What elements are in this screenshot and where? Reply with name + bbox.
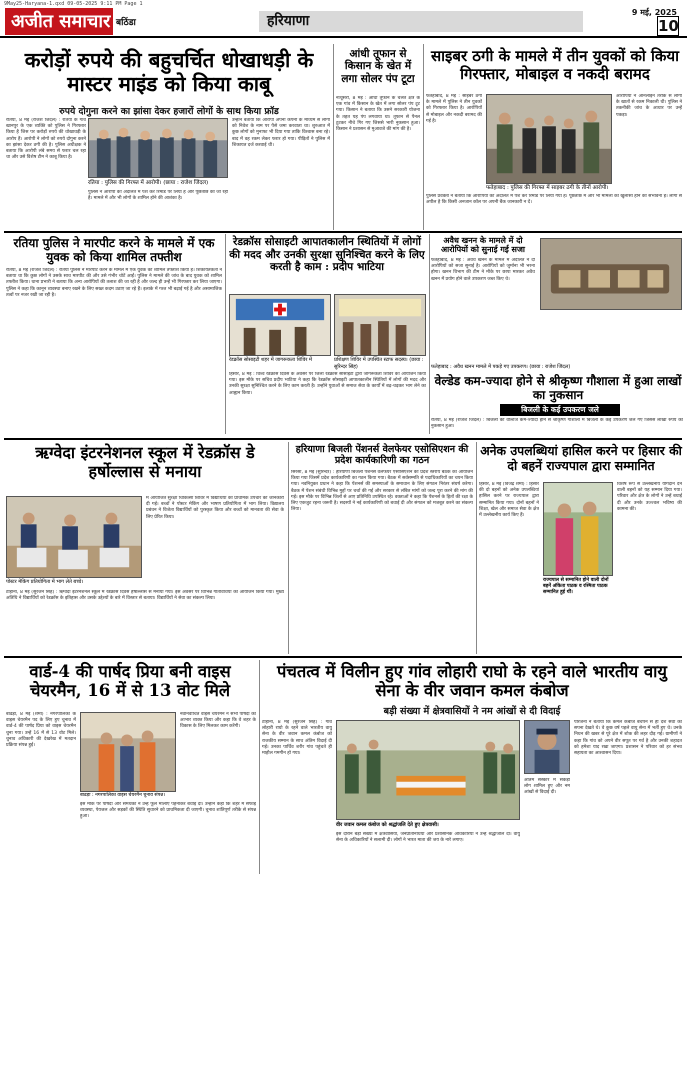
story-12-photo xyxy=(336,720,520,820)
story-6-photo xyxy=(540,238,682,310)
story-10-body-right xyxy=(617,482,682,652)
police-group-photo-icon xyxy=(89,119,227,177)
students-poster-photo-icon xyxy=(7,497,141,577)
story-11-body-2 xyxy=(180,712,256,792)
story-1-body-left xyxy=(6,118,86,226)
story-7-deck: बिजली के कई उपकरण जले xyxy=(500,404,620,416)
funeral-tribute-photo-icon xyxy=(337,721,519,819)
issue-date: 9 मई, 2025 xyxy=(631,8,677,17)
seized-equipment-photo-icon xyxy=(541,239,681,309)
vice-chairman-photo-icon xyxy=(81,713,175,791)
redcross-banner-photo-icon xyxy=(230,295,330,355)
story-12-caption: वीर जवान कमल कंबोज को श्रद्धांजलि देते हुए क्षेत्रवासी। xyxy=(336,822,520,829)
story-3-body-left xyxy=(426,94,482,184)
story-5-headline: रेडक्रॉस सोसाइटी आपातकालीन स्थितियों में लोगों की मदद और उनकी सुरक्षा सुनिश्चित करने के लिए करती है काम : प्रदीप भाटिया xyxy=(229,236,425,273)
section-title: हरियाणा xyxy=(259,11,583,32)
arrest-photo-icon xyxy=(487,95,611,183)
story-2-headline: आंधी तूफान से किसान के खेत में लगा सोलर पंप टूटा xyxy=(341,48,415,85)
story-8-body-right xyxy=(146,496,284,584)
story-3-headline: साइबर ठगी के मामले में तीन युवकों को किया गिरफ्तार, मोबाइल व नकदी बरामद xyxy=(431,47,679,83)
soldier-portrait-icon xyxy=(525,721,569,773)
story-1-headline: करोड़ों रुपये की बहुचर्चित धोखाधड़ी के मास्टर माइंड को किया काबू xyxy=(24,48,314,97)
story-3-body-bottom xyxy=(426,194,682,228)
story-4-headline: रतिया पुलिस ने मारपीट करने के मामले में एक युवक को किया शामिल तफ्तीश xyxy=(13,236,215,265)
newspaper-logo: अजीत समाचार xyxy=(5,8,113,35)
story-9-body xyxy=(291,470,473,652)
story-2-body xyxy=(336,96,420,228)
masthead xyxy=(0,6,687,38)
story-12-body-1 xyxy=(262,720,332,872)
story-8-body-bottom xyxy=(6,590,284,650)
training-camp-photo-icon xyxy=(335,295,425,355)
story-11-body-1 xyxy=(6,712,76,872)
story-11-caption: बाढड़ा : नगरपालिका वाइस चेयरमैन चुनाव संपन्न। xyxy=(80,793,256,799)
story-4-body xyxy=(6,268,222,434)
story-11-photo xyxy=(80,712,176,792)
story-7-body xyxy=(431,418,683,436)
story-12-headline: पंचतत्व में विलीन हुए गांव लोहारी राघो के रहने वाले भारतीय वायु सेना के वीर जवान कमल कंबोज xyxy=(277,662,667,701)
story-5-body xyxy=(229,372,426,434)
story-11-headline: वार्ड-4 की पार्षद प्रिया बनी वाइस चेयरमैन, 16 में से 13 वोट मिले xyxy=(29,662,231,701)
story-6-caption: फतेहाबाद : अवैध खनन मामले में पकड़े गए उपकरण। (छाया : राजेश जिंदल) xyxy=(431,364,681,371)
story-11-body-3 xyxy=(80,802,256,872)
story-12-body-2 xyxy=(336,832,520,872)
story-5-caption-1: रेडक्रॉस सोसाइटी शहर में जागरूकता शिविर में xyxy=(229,357,331,364)
story-3-caption: फतेहाबाद : पुलिस की गिरफ्त में साइबर ठगी के तीनों आरोपी। xyxy=(486,185,676,192)
story-12-inset-photo xyxy=(524,720,570,774)
story-9-headline: हरियाणा बिजली पेंशनर्स वेलफेयर एसोसिएशन की प्रदेश कार्यकारिणी का गठन xyxy=(295,444,469,467)
story-6-body xyxy=(431,258,535,362)
story-10-photo xyxy=(543,482,613,576)
story-12-body-4 xyxy=(524,778,570,872)
page-number: 10 xyxy=(658,17,679,35)
story-10-body-left xyxy=(479,482,539,652)
story-6-headline: अवैध खनन के मामले में दो आरोपियों को सुनाई गई सजा xyxy=(441,235,525,255)
story-12-body-3 xyxy=(574,720,682,872)
award-ceremony-photo-icon xyxy=(544,483,612,575)
story-1-body-mid xyxy=(88,190,228,226)
story-5-caption-2: प्रशिक्षण शिविर में उपस्थित स्टाफ सदस्य। (छाया : सुरिन्दर सिंह) xyxy=(334,357,426,370)
story-8-photo xyxy=(6,496,142,578)
edition-city: बठिंडा xyxy=(116,18,136,28)
story-10-headline: अनेक उपलब्धियां हासिल करने पर हिसार की दो बहनें राज्यपाल द्वारा सम्मानित xyxy=(480,443,682,473)
story-5-photo-1 xyxy=(229,294,331,356)
story-3-photo xyxy=(486,94,612,184)
story-1-deck: रुपये दोगुना करने का झांसा देकर हजारों लोगों के साथ किया फ्रॉड xyxy=(59,106,279,117)
story-8-caption: पोस्टर मेकिंग प्रतियोगिता में भाग लेते बच्चे। xyxy=(6,579,142,586)
story-10-caption: राज्यपाल से सम्मानित होने वाली दोनों बहनें अंकिता पाठक व रश्मिता पाठक सम्मानित हुई थीं। xyxy=(543,578,613,597)
story-1-body-right xyxy=(232,118,330,226)
story-12-deck: बड़ी संख्या में क्षेत्रवासियों ने नम आंखों से दी विदाई xyxy=(383,706,561,717)
story-8-headline: ऋग्वेदा इंटरनेशनल स्कूल में रेडक्रॉस डे हर्षोल्लास से मनाया xyxy=(35,443,255,481)
story-1-photo xyxy=(88,118,228,178)
story-7-headline: वेल्डेड कम-ज्यादा होने से श्रीकृष्ण गौशाला में हुआ लाखों का नुकसान xyxy=(434,374,682,403)
story-3-body-right xyxy=(616,94,682,184)
story-1-caption: रतिया : पुलिस की गिरफ्त में आरोपी। (छाया : राजेश जिंदल) xyxy=(88,180,228,187)
story-5-photo-2 xyxy=(334,294,426,356)
print-slug: 9May25-Haryana-1.qxd 09-05-2025 9:11 PM Page 1 xyxy=(4,1,143,7)
